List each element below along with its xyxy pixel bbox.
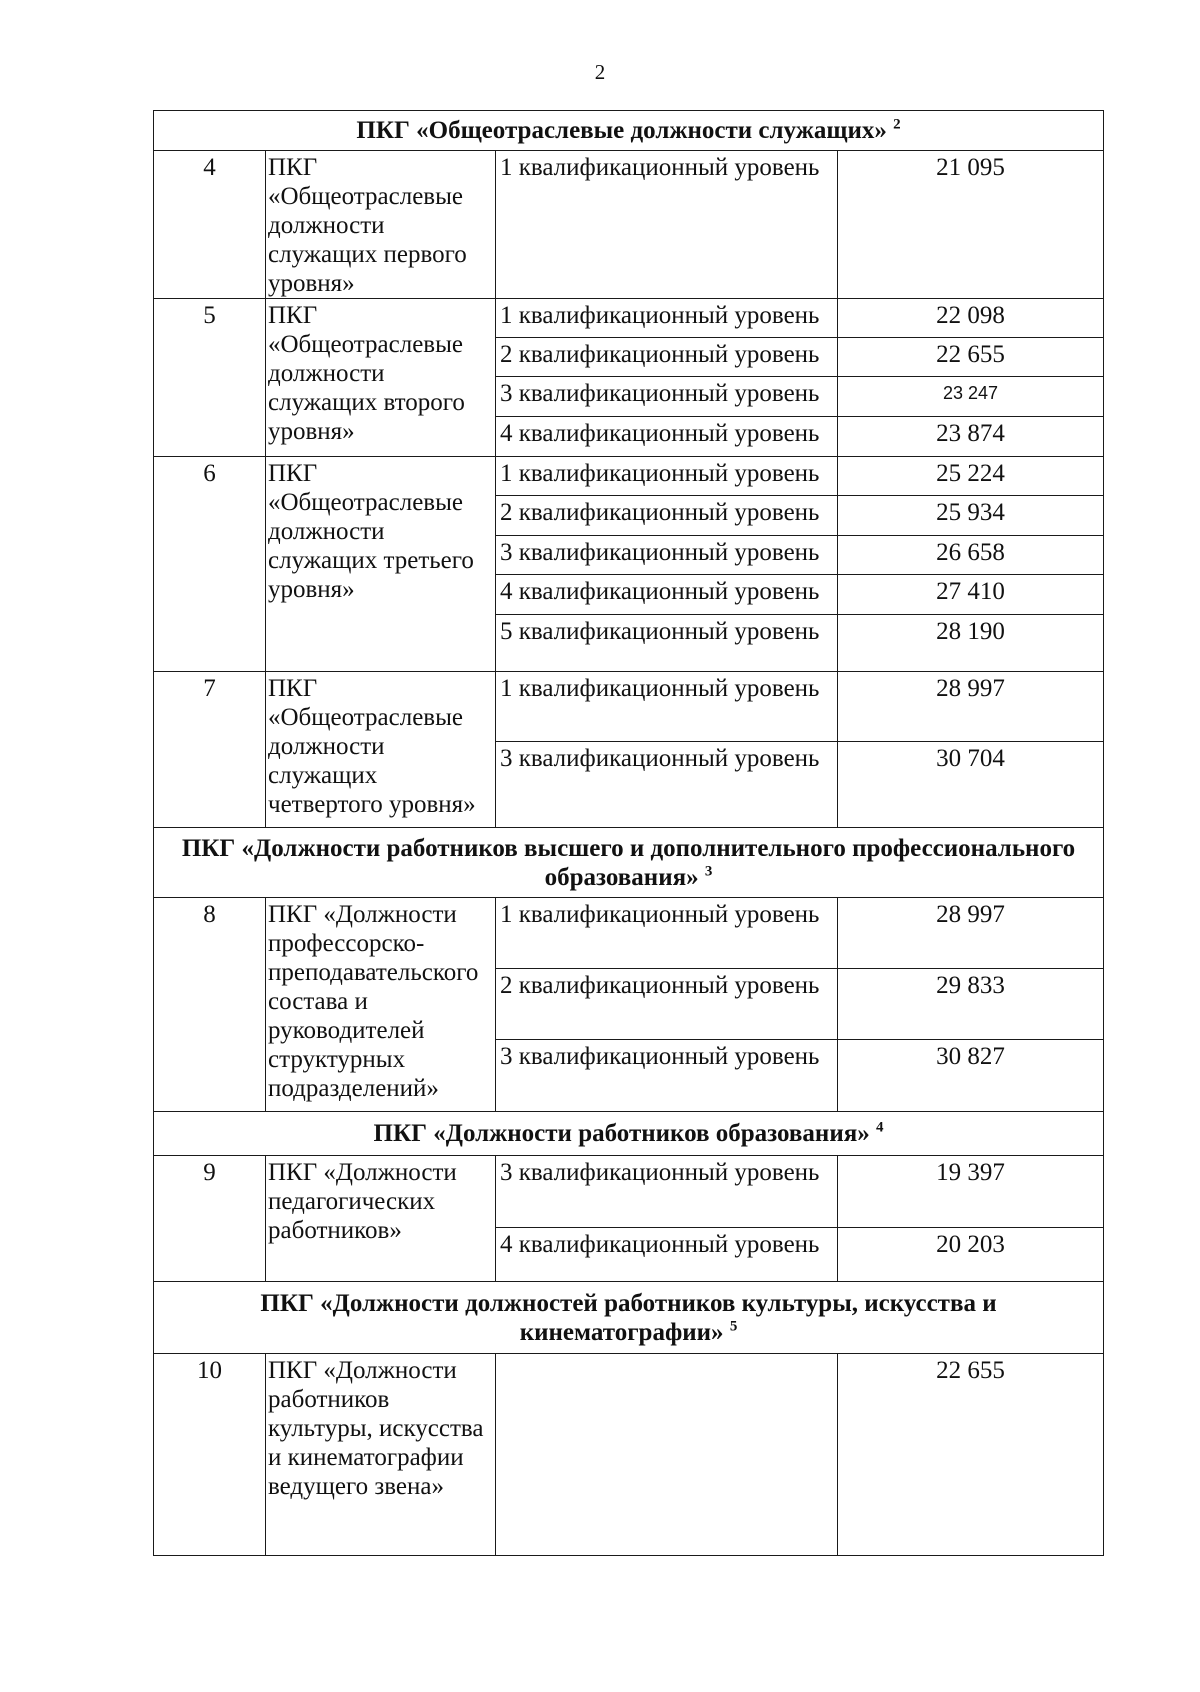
group-name: ПКГ «Общеотраслевые должности служащих третьего уровня» — [266, 457, 496, 672]
row-number: 5 — [154, 299, 266, 457]
salary-value: 26 658 — [838, 536, 1104, 575]
footnote-mark: 3 — [704, 863, 713, 880]
table-row — [154, 1354, 1104, 1556]
salary-value: 28 997 — [838, 672, 1104, 742]
salary-value: 30 827 — [838, 1040, 1104, 1112]
qualification-level: 1 квалификационный уровень — [496, 299, 838, 338]
row-number: 9 — [154, 1156, 266, 1282]
row-number: 8 — [154, 898, 266, 1112]
footnote-mark: 4 — [876, 1119, 884, 1136]
qualification-level: 1 квалификационный уровень — [496, 151, 838, 299]
section-title: ПКГ «Должности работников образования» $^4$ — [154, 1112, 1104, 1156]
salary-value: 29 833 — [838, 969, 1104, 1040]
table-row — [154, 1156, 1104, 1228]
salary-value: 22 655 — [838, 338, 1104, 377]
group-name: ПКГ «Общеотраслевые должности служащих первого уровня» — [266, 151, 496, 299]
salary-value: 28 190 — [838, 615, 1104, 672]
salary-value: 25 224 — [838, 457, 1104, 496]
table-row — [154, 672, 1104, 742]
group-name: ПКГ «Должности профессорско-преподавательского состава и руководителей структурных подразделений» — [266, 898, 496, 1112]
qualification-level: 2 квалификационный уровень — [496, 969, 838, 1040]
table-row — [154, 299, 1104, 338]
qualification-level: 2 квалификационный уровень — [496, 496, 838, 536]
table-row — [154, 898, 1104, 969]
salary-value: 28 997 — [838, 898, 1104, 969]
page-number: 2 — [594, 60, 606, 84]
footnote-mark: 2 — [893, 116, 901, 133]
salary-value: 23 247 — [838, 377, 1104, 417]
salary-value: 25 934 — [838, 496, 1104, 536]
qualification-level: 3 квалификационный уровень — [496, 536, 838, 575]
row-number: 10 — [154, 1354, 266, 1556]
section-title: ПКГ «Должности должностей работников культуры, искусства и кинематографии» $^5$ — [154, 1282, 1104, 1354]
salary-value: 30 704 — [838, 742, 1104, 828]
qualification-level: 1 квалификационный уровень — [496, 672, 838, 742]
salary-value: 22 655 — [838, 1354, 1104, 1556]
salary-table — [153, 110, 1104, 1556]
qualification-level: 3 квалификационный уровень — [496, 1040, 838, 1112]
group-name: ПКГ «Должности работников культуры, искусства и кинематографии ведущего звена» — [266, 1354, 496, 1556]
salary-value: 27 410 — [838, 575, 1104, 615]
salary-value: 22 098 — [838, 299, 1104, 338]
qualification-level: 3 квалификационный уровень — [496, 742, 838, 828]
group-name: ПКГ «Общеотраслевые должности служащих второго уровня» — [266, 299, 496, 457]
qualification-level: 4 квалификационный уровень — [496, 1228, 838, 1282]
qualification-level: 1 квалификационный уровень — [496, 457, 838, 496]
qualification-level: 3 квалификационный уровень — [496, 377, 838, 417]
qualification-level: 5 квалификационный уровень — [496, 615, 838, 672]
table-row — [154, 457, 1104, 496]
section-title: ПКГ «Общеотраслевые должности служащих» $^2$ — [154, 111, 1104, 151]
row-number: 6 — [154, 457, 266, 672]
table-row — [154, 151, 1104, 299]
row-number: 4 — [154, 151, 266, 299]
group-name: ПКГ «Общеотраслевые должности служащих четвертого уровня» — [266, 672, 496, 828]
qualification-level: 2 квалификационный уровень — [496, 338, 838, 377]
row-number: 7 — [154, 672, 266, 828]
section-title: ПКГ «Должности работников высшего и дополнительного профессионального образования» $^3$ — [154, 828, 1104, 898]
qualification-level: 1 квалификационный уровень — [496, 898, 838, 969]
group-name: ПКГ «Должности педагогических работников» — [266, 1156, 496, 1282]
qualification-level: 4 квалификационный уровень — [496, 575, 838, 615]
qualification-level: 3 квалификационный уровень — [496, 1156, 838, 1228]
footnote-mark: 5 — [729, 1318, 738, 1335]
qualification-level — [496, 1354, 838, 1556]
salary-value: 19 397 — [838, 1156, 1104, 1228]
qualification-level: 4 квалификационный уровень — [496, 417, 838, 457]
salary-value: 23 874 — [838, 417, 1104, 457]
salary-value: 20 203 — [838, 1228, 1104, 1282]
salary-value: 21 095 — [838, 151, 1104, 299]
